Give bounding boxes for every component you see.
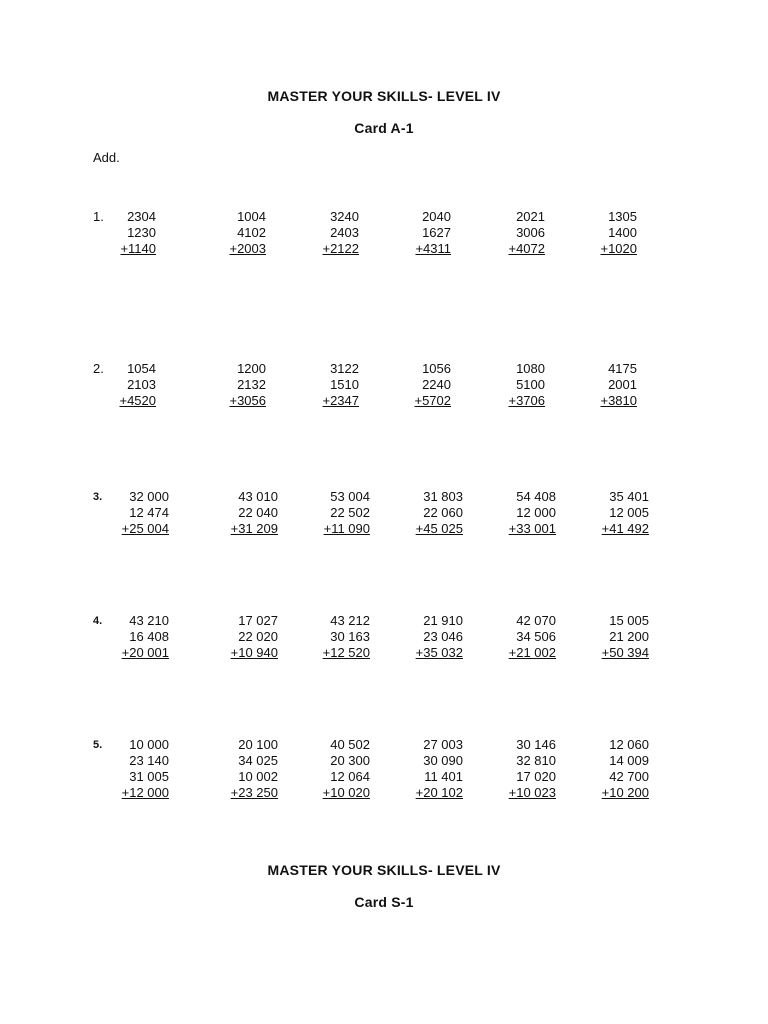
addend: 30 146 [516, 737, 556, 752]
addend: 54 408 [516, 489, 556, 504]
addend: 12 005 [609, 505, 649, 520]
addition-problem [415, 209, 451, 257]
footer-card-label: Card S-1 [354, 894, 414, 910]
set-number: 5. [93, 739, 103, 751]
addition-problem [602, 489, 649, 537]
addend: 10 002 [238, 769, 278, 784]
addition-problem [229, 209, 266, 257]
last-addend: +4520 [119, 393, 156, 408]
last-addend: +45 025 [415, 521, 463, 536]
addition-problem [122, 613, 169, 661]
addition-problem [119, 361, 156, 409]
addend: 1627 [422, 225, 451, 240]
last-addend: +1020 [600, 241, 637, 256]
addend: 1080 [516, 361, 545, 376]
last-addend: +2347 [322, 393, 359, 408]
addend: 2001 [608, 377, 637, 392]
addend: 1054 [127, 361, 156, 376]
addend: 12 474 [129, 505, 169, 520]
addition-problem [322, 209, 359, 257]
addend: 2304 [127, 209, 156, 224]
addend: 5100 [516, 377, 545, 392]
addend: 22 020 [238, 629, 278, 644]
addend: 23 046 [423, 629, 463, 644]
addend: 2040 [422, 209, 451, 224]
addend: 43 212 [330, 613, 370, 628]
footer-title: MASTER YOUR SKILLS- LEVEL IV [267, 862, 501, 878]
last-addend: +3706 [508, 393, 545, 408]
addend: 1230 [127, 225, 156, 240]
addend: 3240 [330, 209, 359, 224]
addend: 2403 [330, 225, 359, 240]
addition-problem [509, 489, 556, 537]
addend: 1056 [422, 361, 451, 376]
addend: 23 140 [129, 753, 169, 768]
addend: 12 060 [609, 737, 649, 752]
last-addend: +2122 [322, 241, 359, 256]
set-number: 3. [93, 491, 103, 503]
addend: 10 000 [129, 737, 169, 752]
last-addend: +20 102 [415, 785, 463, 800]
addend: 43 010 [238, 489, 278, 504]
addend: 20 300 [330, 753, 370, 768]
last-addend: +10 940 [230, 645, 278, 660]
addend: 27 003 [423, 737, 463, 752]
addend: 42 070 [516, 613, 556, 628]
addition-problem [508, 209, 545, 257]
addend: 11 401 [424, 769, 463, 784]
addition-problem [416, 613, 463, 661]
last-addend: +50 394 [601, 645, 649, 660]
addend: 43 210 [129, 613, 169, 628]
last-addend: +21 002 [508, 645, 556, 660]
last-addend: +33 001 [508, 521, 556, 536]
addend: 32 810 [516, 753, 556, 768]
set-number: 1. [93, 209, 104, 224]
addition-problem [416, 737, 463, 801]
last-addend: +41 492 [601, 521, 649, 536]
addend: 16 408 [129, 629, 169, 644]
addition-problem [600, 209, 637, 257]
last-addend: +4311 [415, 241, 451, 256]
addition-problem [231, 489, 278, 537]
addend: 2103 [127, 377, 156, 392]
addend: 2240 [422, 377, 451, 392]
last-addend: +12 000 [121, 785, 169, 800]
addend: 40 502 [330, 737, 370, 752]
page-title: MASTER YOUR SKILLS- LEVEL IV [267, 88, 501, 104]
addition-problem [231, 737, 278, 801]
addend: 14 009 [609, 753, 649, 768]
addend: 21 200 [609, 629, 649, 644]
addend: 3006 [516, 225, 545, 240]
addend: 30 090 [423, 753, 463, 768]
last-addend: +3056 [229, 393, 266, 408]
addition-problem [323, 613, 370, 661]
addend: 1004 [237, 209, 266, 224]
addition-problem [122, 737, 169, 801]
set-number: 2. [93, 361, 104, 376]
addend: 34 506 [516, 629, 556, 644]
addition-problem [231, 613, 278, 661]
addend: 2132 [237, 377, 266, 392]
last-addend: +10 200 [601, 785, 649, 800]
set-number: 4. [93, 615, 103, 627]
last-addend: +1140 [120, 241, 156, 256]
last-addend: +31 209 [230, 521, 278, 536]
last-addend: +12 520 [322, 645, 370, 660]
addend: 20 100 [238, 737, 278, 752]
addition-problem [120, 209, 156, 257]
addend: 42 700 [609, 769, 649, 784]
addition-problem [229, 361, 266, 409]
addend: 17 027 [238, 613, 278, 628]
addition-problem [323, 737, 370, 801]
addend: 22 502 [330, 505, 370, 520]
addend: 4175 [608, 361, 637, 376]
addend: 1305 [608, 209, 637, 224]
addend: 34 025 [238, 753, 278, 768]
addend: 31 005 [129, 769, 169, 784]
addition-problem [600, 361, 637, 409]
last-addend: +25 004 [121, 521, 169, 536]
addend: 21 910 [423, 613, 463, 628]
addend: 15 005 [609, 613, 649, 628]
addend: 31 803 [423, 489, 463, 504]
last-addend: +5702 [414, 393, 451, 408]
addend: 2021 [516, 209, 545, 224]
addend: 1200 [237, 361, 266, 376]
last-addend: +20 001 [121, 645, 169, 660]
addition-problem [509, 737, 556, 801]
addend: 1510 [330, 377, 359, 392]
last-addend: +3810 [600, 393, 637, 408]
addend: 30 163 [330, 629, 370, 644]
addend: 3122 [330, 361, 359, 376]
addition-problem [416, 489, 463, 537]
addition-problem [324, 489, 370, 537]
addend: 53 004 [330, 489, 370, 504]
addition-problem [508, 361, 545, 409]
last-addend: +4072 [508, 241, 545, 256]
addend: 32 000 [129, 489, 169, 504]
last-addend: +23 250 [230, 785, 278, 800]
last-addend: +11 090 [323, 521, 370, 536]
addition-problem [322, 361, 359, 409]
addition-problem [602, 613, 649, 661]
last-addend: +10 023 [508, 785, 556, 800]
addend: 1400 [608, 225, 637, 240]
addend: 22 060 [423, 505, 463, 520]
instruction-text: Add. [93, 150, 120, 165]
last-addend: +35 032 [415, 645, 463, 660]
addition-problem [122, 489, 169, 537]
card-label: Card A-1 [354, 120, 414, 136]
last-addend: +10 020 [322, 785, 370, 800]
addend: 17 020 [516, 769, 556, 784]
last-addend: +2003 [229, 241, 266, 256]
addend: 22 040 [238, 505, 278, 520]
addition-problem [414, 361, 451, 409]
addend: 35 401 [609, 489, 649, 504]
addend: 4102 [237, 225, 266, 240]
addend: 12 064 [330, 769, 370, 784]
addition-problem [509, 613, 556, 661]
addition-problem [602, 737, 649, 801]
addend: 12 000 [516, 505, 556, 520]
